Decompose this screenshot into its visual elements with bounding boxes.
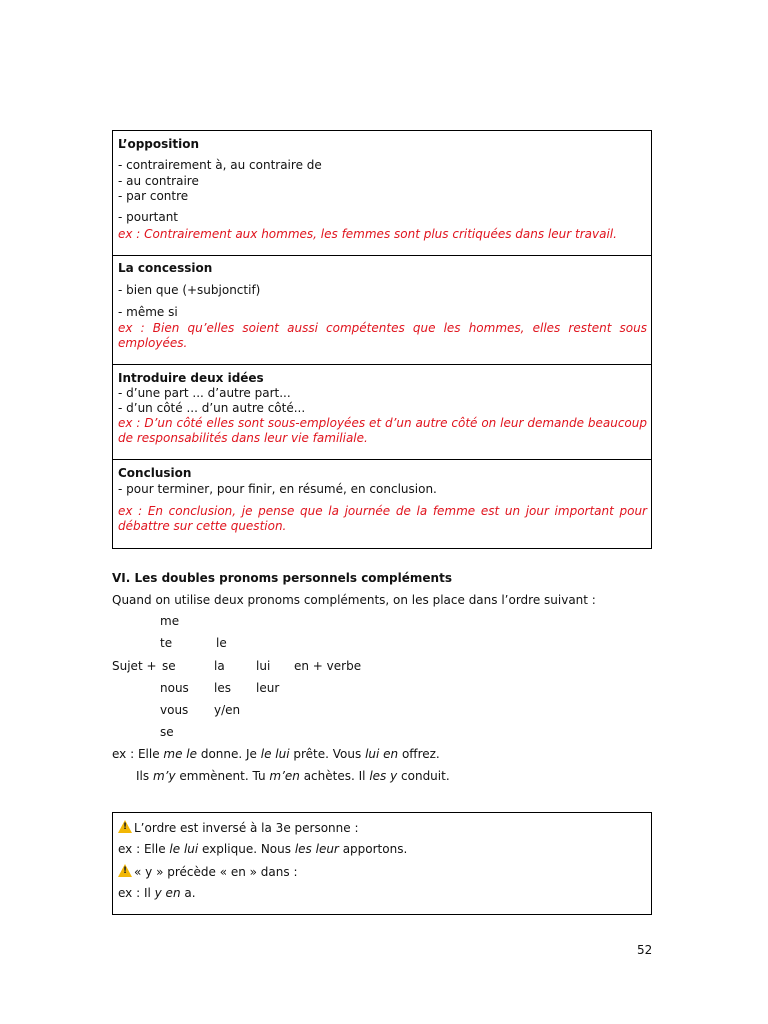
opposition-title: L’opposition: [118, 137, 200, 151]
pronoun-col1: te: [160, 636, 173, 650]
concession-line: - même si: [118, 305, 178, 319]
warning-icon: [118, 820, 132, 833]
concession-line: - bien que (+subjonctif): [118, 283, 261, 297]
pronoun-col3: leur: [256, 681, 280, 695]
sujet-label: Sujet +: [112, 659, 157, 673]
opposition-line: - au contraire: [118, 174, 199, 188]
pronoun-col3: lui: [256, 659, 271, 673]
note-example: ex : Elle le lui explique. Nous les leur apportons.: [118, 842, 408, 856]
deux-idees-title: Introduire deux idées: [118, 371, 264, 385]
pronoun-col2: les: [214, 681, 231, 695]
pronoun-col2: y/en: [214, 703, 241, 717]
opposition-line: - contrairement à, au contraire de: [118, 158, 322, 172]
opposition-line: - pourtant: [118, 210, 179, 224]
deux-idees-example: ex : D’un côté elles sont sous-employées et d’un autre côté on leur demande beaucoup de responsabilités dans leur vie familiale.: [118, 416, 647, 445]
conclusion-example: ex : En conclusion, je pense que la journée de la femme est un jour important pour débattre sur cette question.: [118, 504, 647, 533]
section-heading: VI. Les doubles pronoms personnels compléments: [112, 571, 452, 585]
pronoun-col2: le: [216, 636, 227, 650]
row-divider: [112, 364, 652, 365]
pronoun-col1: me: [160, 614, 180, 628]
en-verbe: en + verbe: [294, 659, 362, 673]
opposition-example: ex : Contrairement aux hommes, les femmes sont plus critiquées dans leur travail.: [118, 227, 617, 241]
conclusion-title: Conclusion: [118, 466, 192, 480]
row-divider: [112, 459, 652, 460]
page-number: 52: [637, 943, 653, 957]
concession-title: La concession: [118, 261, 213, 275]
example-line: ex : Elle me le donne. Je le lui prête. Vous lui en offrez.: [112, 747, 440, 761]
example-line: Ils m’y emmènent. Tu m’en achètes. Il les y conduit.: [136, 769, 450, 783]
pronoun-col1: nous: [160, 681, 189, 695]
pronoun-col2: la: [214, 659, 225, 673]
warning-icon: [118, 864, 132, 877]
note-example: ex : Il y en a.: [118, 886, 196, 900]
note-line: !L’ordre est inversé à la 3e personne :: [118, 820, 359, 836]
section-intro: Quand on utilise deux pronoms compléments, on les place dans l’ordre suivant :: [112, 593, 596, 607]
concession-example: ex : Bien qu’elles soient aussi compétentes que les hommes, elles restent sous employées.: [118, 321, 647, 350]
deux-idees-line: - d’un côté ... d’un autre côté...: [118, 401, 306, 415]
opposition-line: - par contre: [118, 189, 189, 203]
pronoun-col1: vous: [160, 703, 189, 717]
conclusion-line: - pour terminer, pour finir, en résumé, en conclusion.: [118, 482, 437, 496]
pronoun-col1: se: [160, 725, 174, 739]
row-divider: [112, 255, 652, 256]
pronoun-col1: se: [162, 659, 176, 673]
deux-idees-line: - d’une part ... d’autre part...: [118, 386, 291, 400]
note-line: !« y » précède « en » dans :: [118, 864, 298, 880]
